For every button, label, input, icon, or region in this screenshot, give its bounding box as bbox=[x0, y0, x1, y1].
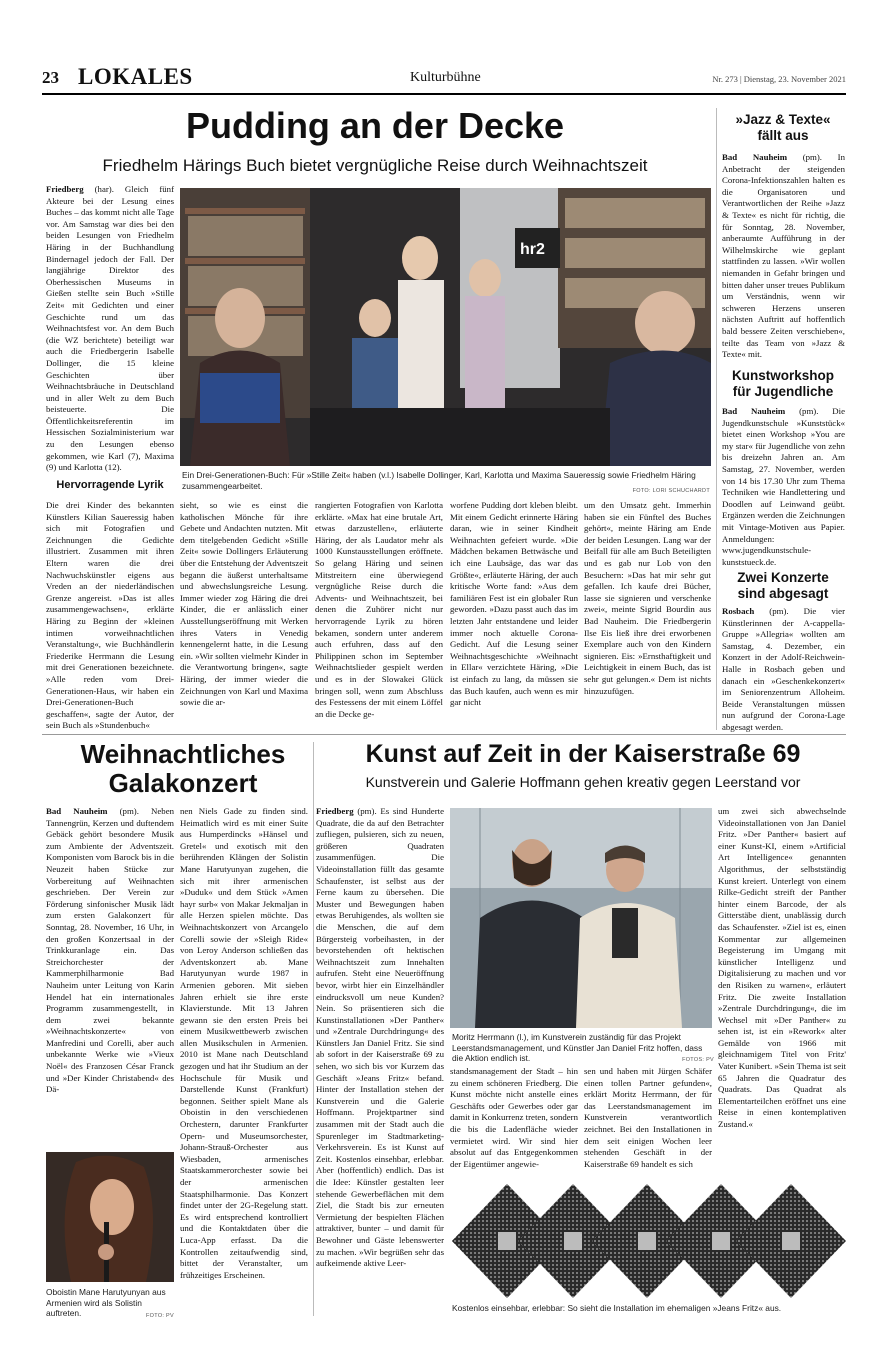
main-subtitle: Friedhelm Härings Buch bietet vergnügliche Reise durch Weihnachtszeit bbox=[102, 156, 648, 175]
sidebar-text-1 bbox=[722, 152, 845, 362]
main-photo-caption bbox=[182, 470, 710, 496]
installation-image bbox=[450, 1184, 846, 1298]
kunst-col-4: um zwei sich abwechselnde Videoinstallationen von Jan Daniel Fritz. »Der Panther« basiert auf einer Kunst-KI, einem »Artificial Art Intelligence« genannten Algorithmus, der selbstständig Kunst kreiert. Unterlegt von einem Rilke-Gedicht streift der Panther hinter einem Barcode, der als Gitterstäbe dient, unablässig durch das Schaufenster. »Ziel ist es, einen Kommentar zur allgemeinen Begeisterung im Umgang mit künstlicher Intelligenz und Digitalisierung zu machen und vor den Risiken zu warnen«, erläutert Fritz. Die zweite Installation »Zentrale Durchdringung«, die im Wechsel mit »Der Panther« zu sehen ist, ist ein »Rework« alter Gemälde von 1966 mit gleichnamigem Titel von Fritz' Vater Kunibert. »Sein Thema ist seit 65 Jahren die Quadratur des Quadrats. Das Quadrat als Elementarteilchen eröffnet uns eine Reise in einen kontemplativen Zustand.« bbox=[718, 806, 846, 1130]
kunst-col-2: standsmanagement der Stadt – hin zu einem schöneren Friedberg. Die Kunst möchte nicht anstelle eines Geschäfts oder Gewerbes oder gar damit in Konkurrenz treten, sondern die bis die Ladenfläche wieder vermietet wird. Wir sind hier absolut auf das Entgegenkommen der Eigentümer angewie- bbox=[450, 1066, 578, 1169]
hr2-sign: hr2 bbox=[520, 241, 545, 258]
sidebar-body-2: (pm). Die Jugendkunstschule »Kunststück« bietet einen Workshop »You are my star« für Jugendliche von zehn bis dreizehn Jahren an. Am Samstag, 27. November, werden von 14 bis 17.30 Uhr zum Thema Techniken wie Handlettering und Doodlen auf Leinwand geübt. Ergänzen werden die Zeichnungen mit Vintage-Motiven aus Papier. Anmeldungen: www.jugendkunstschule-kunststueck.de. bbox=[722, 406, 845, 567]
main-caption-text: Ein Drei-Generationen-Buch: Für »Stille Zeit« haben (v.l.) Isabelle Dollinger, Karl, Karlotta und Maxima Saueressig sowie Friedhelm Häring zusammengearbeitet. bbox=[182, 470, 696, 491]
main-intro-text: (har). Gleich fünf Akteure bei der Lesung eines Buches – das kommt nicht alle Tage vor. Am Samstag war dies bei den beiden Lesungen von Friedhelm Häring in der Buchhandlung Bindernagel jedoch der Fall. Der langjährige Direktor des Oberhessischen Museums in Gießen stellte sein Buch »Stille Zeit« mit Gedichten und einer Geschichte rund um das Weihnachtsfest vor. An dem Buch (die WZ berichtete) beteiligt war auch die Friedbergerin Isabelle Dollinger, die 15 kleine Geschichten über Weihnachtsbräuche in Deutschland und in aller Welt zu dem Buch beisteuerte. Die Öffentlichkeitsreferentin im Hessischen Sozialministerium war zu den Lesungen ebenso gekommen, wie Karl (7), Maxima (9) und Karlotta (12). bbox=[46, 184, 174, 473]
sidebar-title-1: »Jazz & Texte« fällt aus bbox=[735, 112, 831, 143]
gala-col-2: nen Niels Gade zu finden sind. Heimatlich wird es mit einer Suite aus Humperdincks »Hänsel und Gretel« und exotisch mit den berührenden Klängen der Solistin Mane Harutyunyan zugehen, die sich mit ihrer armenischen »Duduk« und dem Stück »Amen hayr surb« von Makar Jekmaljan in alle Herzen spielen möchte. Das Weihnachtskonzert von Arcangelo Corelli sowie der »Sleigh Ride« von Leroy Anderson schließen das Adventskonzert ab. Mane Harutyunyan wurde 1987 in Armenien geboren. Mit sieben Jahren erhielt sie ihre erste Klavierstunde. Mit 13 Jahren gewann sie den ersten Preis bei einem Musikwettbewerb zwischen allen Musikschulen in Armenien. 2010 ist Mane nach Deutschland gezogen und hat ihr Studium an der Hochschule für Musik und Darstellende Kunst (Frankfurt) begonnen. Seither spielt Mane als Oboistin in den verschiedenen Orchestern, darunter Frankfurter Opern- und Museumsorchester, Johann-Strauß-Orchester aus Wiesbaden, armenisches Staatskammerorchester sowie bei der armenischen Staatsphilharmonie. Das Konzert findet unter der 2G-Regelung statt. Es wird entsprechend kontrolliert und die Kontaktdaten über die Luca-App erfasst. Da die Kontrollen zeitaufwendig sind, bittet der Veranstalter, um frühzeitiges Erscheinen. bbox=[180, 806, 308, 1280]
kunst-subtitle: Kunstverein und Galerie Hoffmann gehen kreativ gegen Leerstand vor bbox=[365, 774, 801, 790]
sidebar-text-3 bbox=[722, 606, 845, 730]
main-col-3: rangierten Fotografien von Karlotta erklärte. »Max hat eine brutale Art, etwas darzustellen«, erläuterte Häring, der als Laudator mehr als 1000 Kunstausstellungen eröffnete. So gelang Häring und seinen Mitstreitern eine überwiegend vergnügliche Reise durch die Advents- und Weihnachtszeit, bei denen die Zuhörer nicht nur hervorragende Lyrik zu hören bekamen, sondern unter anderem auch erfuhren, dass auf den Philippinen schon im September Weihnachtslieder gespielt werden und es in der Slowakei Glück bringen soll, wenn zum Abschluss des Festessens der mit einem Löffel an die Decke ge- bbox=[315, 500, 443, 719]
kunst-col-3: sen und haben mit Jürgen Schäfer einen tollen Partner gefunden«, erklärt Moritz Herrmann, der für das Leerstandsmanagement im Kunstverein verantwortlich zeichnet. Bei den Installationen in dem seit einigen Wochen leer stehenden Geschäft in der Kaiserstraße 69 handelt es sich bbox=[584, 1066, 712, 1169]
sidebar-title-3: Zwei Konzerte sind abgesagt bbox=[737, 570, 829, 601]
section-title: LOKALES bbox=[78, 64, 193, 89]
bookshop-photo bbox=[180, 188, 711, 466]
sidebar-title-2: Kunstworkshop für Jugendliche bbox=[731, 368, 834, 399]
main-photo bbox=[180, 188, 711, 466]
main-col-4: worfene Pudding dort kleben bleibt. Mit einem Gedicht erinnerte Häring daran, wie in seiner Kindheit Weihnachten gefeiert wurde. »Die Mädchen bekamen Bettwäsche und ich eine Laubsäge, das war das Größte«, erläuterte Häring, der auch kritische Worte fand: »Aus dem familiären Fest ist ein globaler Run geworden. »Dazu passt auch das im letzten Jahr entstandene und leider immer noch aktuelle Corona-Gedicht. Auf die Lesung seiner Weihnachtsgeschichte »Weihnacht in Ellar« verzichtete Häring, »Die ist einfach zu lang, da müssen sie das Buch kaufen, auch wenn es mir gar nicht bbox=[450, 500, 578, 708]
installation-diamonds bbox=[450, 1184, 846, 1298]
sidebar-dateline-3: Rosbach bbox=[722, 606, 755, 616]
sidebar-body-3: (pm). Die vier Künstlerinnen der A-cappella-Gruppe »Allegria« wollten am Samstag, 4. Dezember, ein Konzert in der Adolf-Reichwein-Halle in Rosbach geben und danach ein »Geschenkekonzert« im Seniorenzentrum Alloheim. Beide Veranstaltungen müssen nun aufgrund der Corona-Lage abgesagt werden. bbox=[722, 606, 845, 732]
main-intro bbox=[46, 184, 174, 491]
kunst-caption-text: Moritz Herrmann (l.), im Kunstverein zuständig für das Projekt Leerstandsmanagement, und Künstler Jan Daniel Fritz hoffen, dass die Aktion endlich ist. bbox=[452, 1032, 703, 1063]
page-header bbox=[42, 66, 846, 94]
gala-dateline: Bad Nauheim bbox=[46, 806, 108, 816]
kunst-divider bbox=[313, 742, 314, 1316]
section-rule bbox=[42, 734, 846, 735]
main-col-5: um den Umsatz geht. Immerhin haben sie ein Fünftel des Buches gehört«, meinte Häring am Ende der beiden Lesungen. Lang war der Beifall für alle am Buch Beteiligten und es gab nur Lob von den Besuchern: »Das hat mir sehr gut gefallen. Ich kaufe drei Bücher, lasse sie signieren und verschenke zwei«, meinte Sigrid Bourdin aus Bad Nauheim. Die Friedbergerin Ilse Eis ließ ihre drei erworbenen Exemplare auch von den Kindern signieren. Eis: »Ernsthaftigkeit und Leichtigkeit in einem Buch, das ist sehr gut gelungen.« Dem ist nichts hinzuzufügen. bbox=[584, 500, 711, 696]
two-men-photo bbox=[450, 808, 712, 1028]
oboist-photo bbox=[46, 1152, 174, 1282]
main-col-1: Die drei Kinder des bekannten Künstlers Kilian Saueressig haben sich mit Fotografien und Zeichnungen die Gedichte illustriert. Zusammen mit ihren Eltern waren die drei Nachwuchskünstler eigens aus Vreden an der niederländischen Grenze angereist. »Das ist alles zusammengewachsen«, erklärte Häring zu Beginn der »kleinen intimen vorweihnachtlichen Veranstaltung«, wie Buchhändlerin Friederike Herrmann die Lesung mit drei Generationen bezeichnete. »Alle reden vom Drei-Generationen-Haus, wir haben ein Drei-Generationen-Buch geschaffen«, sagte der Autor, der sein Buch als »Stundenbuch« bbox=[46, 500, 174, 731]
main-col-2: sieht, so wie es einst die katholischen Mönche für ihre Gebete und Andachten nutzten. Mit dem titelgebenden Gedicht »Stille Zeit« sowie Dollingers Erläuterung über die Entstehung der Adventszeit begann die äußerst unterhaltsame und abwechslungsreiche Lesung. Immer wieder zog Häring die drei Kinder, die er anlässlich einer Ausstellungseröffnung mit Werken ihres Vaters in Venedig kennengelernt hatte, in die Lesung ein. »Wir sollten vielmehr Kinder in die Verantwortung bringen«, sagte Häring, der immer wieder die Zeichnungen von Karl und Maxima sowie die ar- bbox=[180, 500, 308, 708]
gala-body-1: (pm). Neben Tannengrün, Kerzen und duftendem Gebäck gehört besondere Musik zum Ambiente der Adventszeit. Komponisten vom Barock bis in die Neuzeit haben Stücke zur Vorbereitung auf Weihnachten geschrieben. Der Verein zur Förderung sinfonischer Musik lädt zum ersten Galakonzert für Sonntag, 28. November, 16 Uhr, in den großen Konzertsaal in der Trinkkuranlage ein. Das Streichorchester der Kammerphilharmonie Bad Nauheim unter Leitung von Karin Hendel hat ein internationales Programm zusammengestellt, in dem zwei bekannte »Weihnachtskonzerte« von Manfredini und Corelli, aber auch unbekannte Werke wie »Vieux Noël« des Franzosen César Franck und »Der Kinder Christabend« des Dä- bbox=[46, 806, 174, 1095]
sidebar-text-2 bbox=[722, 406, 845, 566]
kunst-body-1: (pm). Es sind Hunderte Quadrate, die da auf den Betrachter zufliegen, pulsieren, sich zu neuen, größeren Quadraten zusammenfügen. Die Videoinstallation füllt das gesamte Schaufenster, ist selbst aus der Ferne kaum zu übersehen. Die Muster und Bewegungen haben etwas Beruhigendes, als wollten sie die Menschen, die auf dem Bürgersteig vorbeihasten, in der bevorstehenden oft hektischen Weihnachtszeit zum Innehalten aufrufen. Steht eine Neueröffnung bevor, wirbt hier ein Einzelhändler eindrucksvoll um neue Kunden? Nein. So präsentieren sich die Kunstinstallationen »Der Panther« und »Zentrale Durchdringung« des Künstlers Jan Daniel Fritz. Sie sind ab sofort in der Kaiserstraße 69 zu sehen, wo sich bis vor Kurzem das Geschäft »Jeans Fritz« befand. Hinter der Installation stehen der Kunstverein und die Galerie Hoffmann. Projektpartner sind zusammen mit der Stadt auch die Spurenleger im Stadtmarketing-Verkehrsverein. Es ist Kunst auf Zeit. Kostenlos einsehbar, erlebbar. Aber (hoffentlich) endlich. Das ist die Idee: Künstler gestalten leer stehende Gewerbeflächen mit dem Ziel, die Stadt bis zur erneuten Vermietung der bespielten Flächen attraktiver, bunter – und damit für Bewohner und Gäste lebenswerter zu machen. »Wir begrüßen sehr das aufkeimende aktive Leer- bbox=[316, 806, 444, 1269]
main-photo-credit: FOTO: LORI SCHUCHARDT bbox=[632, 487, 710, 494]
main-subhead: Hervorragende Lyrik bbox=[56, 478, 164, 491]
kunst-headline: Kunst auf Zeit in der Kaiserstraße 69 bbox=[365, 740, 801, 768]
kunst-col-1 bbox=[316, 806, 444, 1316]
gala-headline: Weihnachtliches Galakonzert bbox=[80, 739, 286, 798]
gala-col-1 bbox=[46, 806, 174, 1146]
issue-date: Nr. 273 | Dienstag, 23. November 2021 bbox=[712, 74, 846, 84]
gala-photo bbox=[46, 1152, 174, 1282]
gala-photo-caption bbox=[46, 1287, 174, 1322]
gala-caption-text: Oboistin Mane Harutyunyan aus Armenien wird als Solistin auftreten. bbox=[46, 1287, 166, 1318]
main-dateline: Friedberg bbox=[46, 184, 84, 194]
sidebar-dateline-1: Bad Nauheim bbox=[722, 152, 788, 162]
sidebar-divider bbox=[716, 108, 717, 730]
main-headline: Pudding an der Decke bbox=[185, 105, 565, 146]
sidebar-body-1: (pm). In Anbetracht der steigenden Corona-Infektionszahlen halten es die Organisatoren und Verantwortlichen der Reihe »Jazz & Texte« es nicht für richtig, die für Sonntag, 28. November, anberaumte Aufführung in der Wilhelmskirche wie geplant stattfinden zu lassen. »Wir wollen niemanden in Gefahr bringen und bitten daher unser treues Publikum um Verständnis, wenn wir schweren Herzens unseren nächsten Auftritt auf hoffentlich bald bessere Zeiten verschieben«, teilte das Team von »Jazz & Texte« mit. bbox=[722, 152, 845, 360]
kunst-dateline: Friedberg bbox=[316, 806, 354, 816]
kunst-photo-credit: FOTOS: PV bbox=[682, 1057, 714, 1063]
installation-caption: Kostenlos einsehbar, erlebbar: So sieht die Installation im ehemaligen »Jeans Fritz« aus. bbox=[452, 1303, 782, 1313]
header-rule bbox=[42, 93, 846, 95]
page-number: 23 bbox=[42, 68, 59, 87]
kunst-photo bbox=[450, 808, 712, 1028]
kunst-photo-caption bbox=[452, 1032, 714, 1066]
rubric: Kulturbühne bbox=[410, 70, 481, 85]
sidebar-dateline-2: Bad Nauheim bbox=[722, 406, 786, 416]
gala-photo-credit: FOTO: PV bbox=[146, 1313, 174, 1319]
